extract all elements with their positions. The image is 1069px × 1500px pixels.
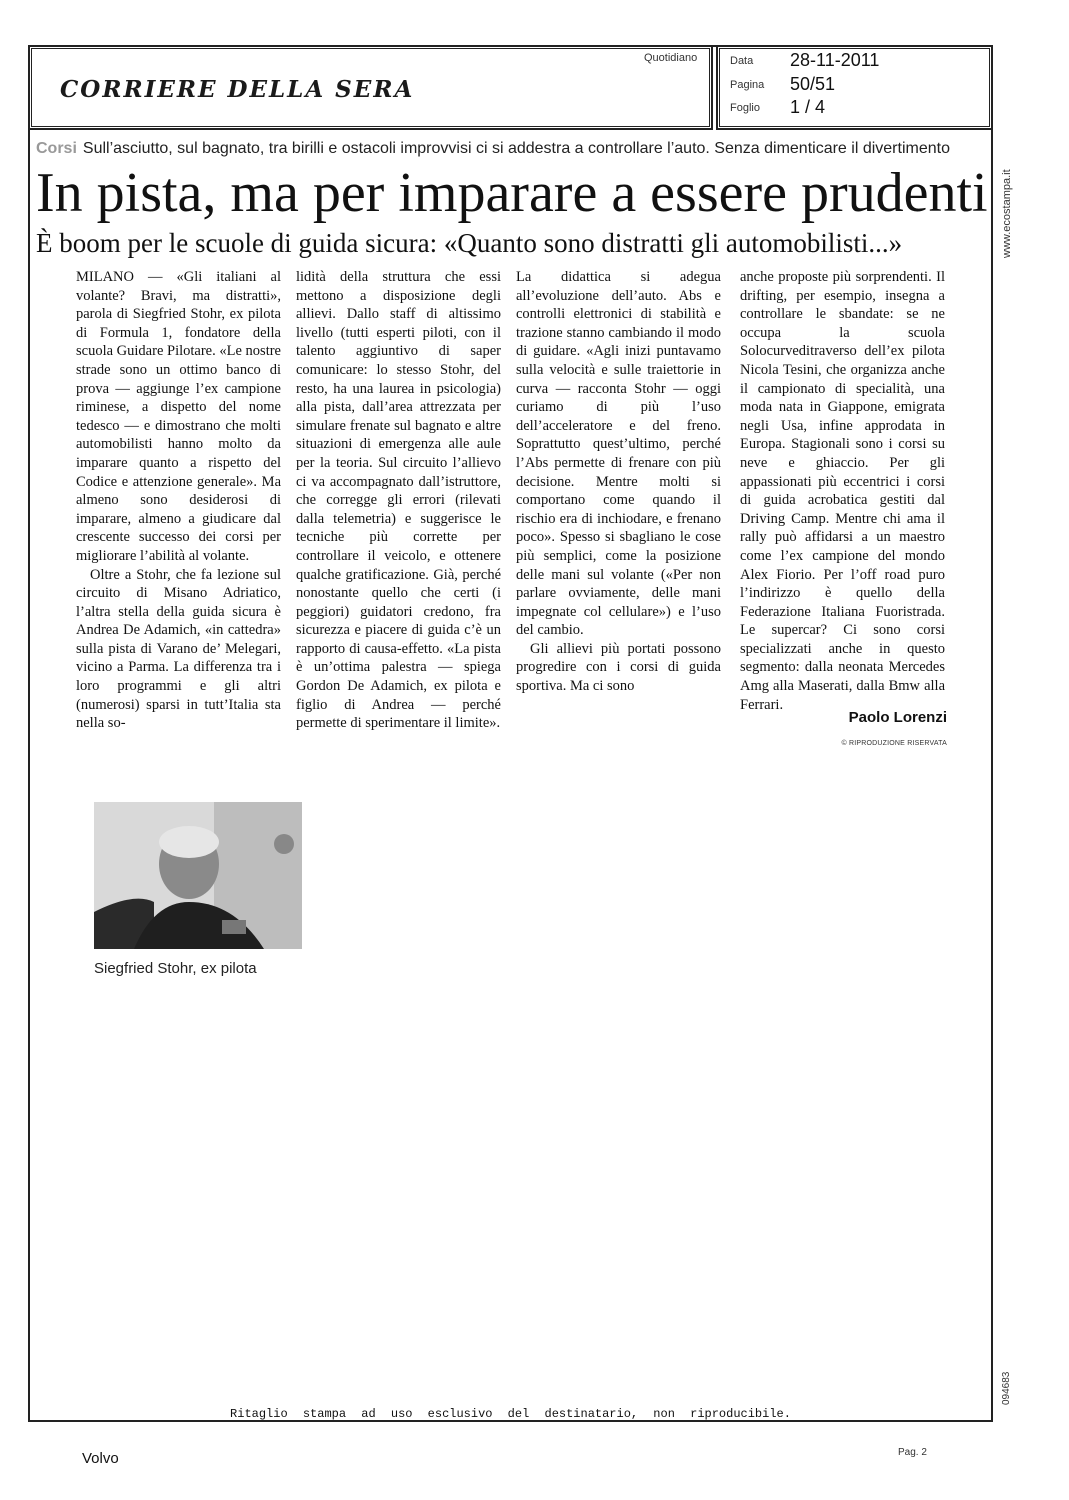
masthead: CORRIERE DELLA SERA <box>60 76 415 103</box>
byline: Paolo Lorenzi <box>848 709 947 726</box>
kicker <box>36 140 966 158</box>
meta-key: Pagina <box>730 78 765 91</box>
meta-key: Data <box>730 54 754 67</box>
portrait-photo <box>94 802 302 949</box>
photo-caption: Siegfried Stohr, ex pilota <box>94 960 257 977</box>
subheadline: È boom per le scuole di guida sicura: «Quanto sono distratti gli automobilisti...» <box>36 228 903 258</box>
rights-notice: © RIPRODUZIONE RISERVATA <box>841 740 947 747</box>
meta-key: Foglio <box>730 101 760 114</box>
meta-value: 50/51 <box>790 74 836 94</box>
meta-value: 28-11-2011 <box>790 50 880 70</box>
headline: In pista, ma per imparare a essere prudenti <box>36 162 988 224</box>
article-column-2 <box>296 268 501 733</box>
paragraph: MILANO — «Gli italiani al volante? Bravi, ma distratti», parola di Siegfried Stohr, ex pilota di Formula 1, fondatore della scuola Guidare Pilotare. «Le nostre strade sono un ottimo banco di prova — aggiunge l’ex campione riminese, a dispetto del nome tedesco — e dimostrano che molti automobilisti hanno molto da imparare quanto a rispetto del Codice e attenzione generale». Ma almeno sono desiderosi di imparare, almeno a giudicare dal crescente successo dei corsi per migliorare l’abilità al volante. <box>76 269 281 564</box>
kicker-tag: Corsi <box>36 140 77 157</box>
article-column-4 <box>740 268 945 714</box>
meta-value: 1 / 4 <box>790 97 826 117</box>
meta-row-sheet <box>730 97 825 118</box>
website-vertical: www.ecostampa.it <box>1001 169 1013 258</box>
meta-row-page <box>730 74 835 95</box>
clipping-code: 094683 <box>1001 1371 1012 1405</box>
page-number: Pag. 2 <box>898 1447 927 1458</box>
meta-row-date <box>730 50 879 71</box>
publication-type: Quotidiano <box>644 52 698 64</box>
paragraph: lidità della struttura che essi mettono a disposizione degli allievi. Dallo staff di altissimo livello (tutti esperti piloti, con il talento aggiuntivo di saper comunicare: lo stesso Stohr, del resto, ha una laurea in psicologia) alla pista, dall’area attrezzata per simulare frenate sul bagnato e altre situazioni di emergenza alle aule per la teoria. Sul circuito l’allievo ci va accompagnato dall’istruttore, che corregge gli errori (rilevati dalla telemetria) e suggerisce le tecniche più corrette per controllare il veicolo, e ottenere qualche gratificazione. Già, perché nonostante quello che certi (i peggiori) guidatori credono, fra sicurezza e piacere di guida c’è un rapporto di causa-effetto. «La pista è un’ottima palestra — spiega Gordon De Adamich, ex pilota e figlio di Andrea — perché permette di sperimentare il limite». <box>296 269 501 732</box>
paragraph: Oltre a Stohr, che fa lezione sul circuito di Misano Adriatico, l’altra stella della guida sicura è Andrea De Adamich, «in cattedra» sulla pista di Varano de’ Melegari, vicino a Parma. La differenza tra i loro programmi e gli altri (numerosi) sparsi in tutt’Italia sta nella so- <box>76 566 281 732</box>
kicker-text: Sull’asciutto, sul bagnato, tra birilli e ostacoli improvvisi ci si addestra a controllare l’auto. Senza dimenticare il divertimento <box>82 140 950 157</box>
article-column-1 <box>76 268 281 733</box>
portrait-illustration <box>94 802 302 949</box>
paragraph: La didattica si adegua all’evoluzione dell’auto. Abs e controlli elettronici di stabilità e trazione stanno cambiando il modo di guidare. «Agli inizi puntavamo sulla velocità e sulle traiettorie in curva — racconta Stohr — oggi curiamo di più l’uso dell’acceleratore e del freno. Soprattutto quest’ultimo, perché l’Abs permette di frenare con più decisione. Mentre molti si comportano come quando il rischio era di inchiodare, e frenano poco». Spesso si sbagliano le cose più semplici, come la posizione delle mani sul volante («Per non parlare ovviamente, delle mani impegnate col cellulare») e l’uso del cambio. <box>516 269 721 639</box>
paragraph: anche proposte più sorprendenti. Il drifting, per esempio, insegna a controllare le sbandate: se ne occupa la scuola Solocurveditraverso dell’ex pilota Nicola Tesini, che organizza anche il campionato di specialità, una moda nata in Giappone, emigrata negli Usa, infine approdata in Europa. Stagionali sono i corsi su neve e ghiaccio. Per gli appassionati più eccentrici i corsi di guida acrobatica gestiti dal Driving Camp. Mentre chi ama il rally può affidarsi a un maestro come l’ex campione del mondo Alex Fiorio. Per l’off road puro l’indirizzo è quello della Federazione Italiana Fuoristrada. Le supercar? Ci sono corsi specializzati anche in questo segmento: dalla neonata Mercedes Amg alla Maserati, dalla Bmw alla Ferrari. <box>740 269 945 713</box>
reproduction-notice: Ritaglio stampa ad uso esclusivo del destinatario, non riproducibile. <box>230 1407 791 1421</box>
client-name: Volvo <box>82 1450 119 1467</box>
paragraph: Gli allievi più portati possono progredire con i corsi di guida sportiva. Ma ci sono <box>516 640 721 695</box>
article-column-3 <box>516 268 721 696</box>
